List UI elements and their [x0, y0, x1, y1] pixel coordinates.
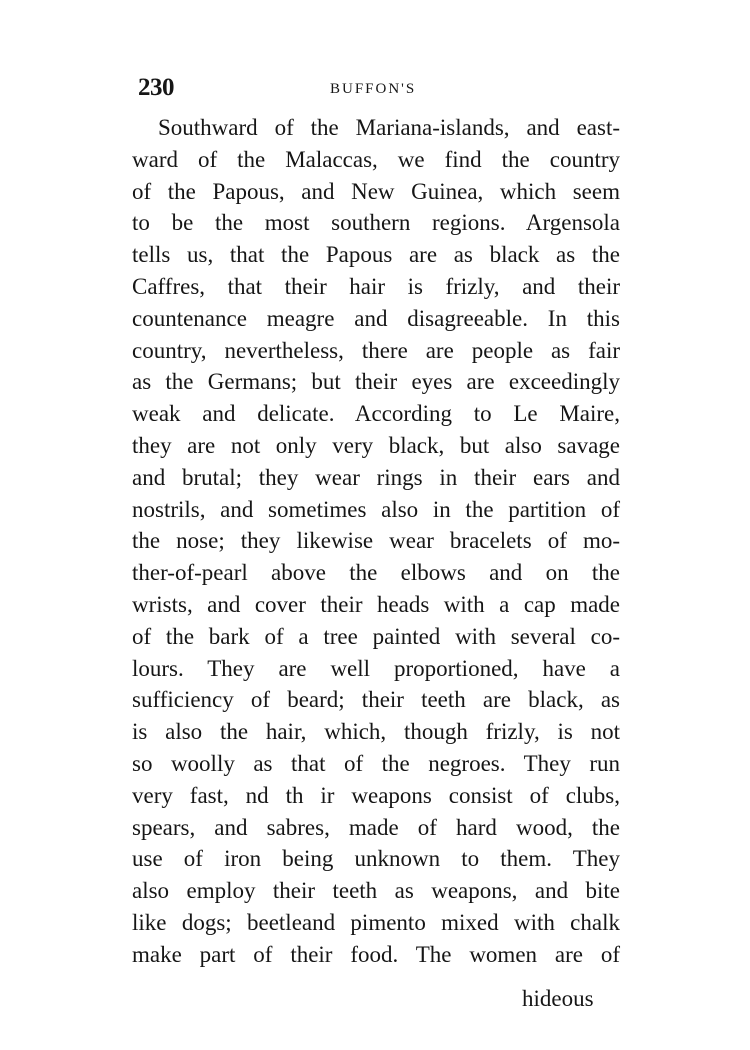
running-head: BUFFON'S	[330, 81, 417, 97]
text-line: ward of the Malaccas, we find the country	[132, 146, 620, 172]
text-line: of the Papous, and New Guinea, which seem	[132, 178, 620, 204]
text-line: nostrils, and sometimes also in the partition of	[132, 496, 620, 522]
text-line: Caffres, that their hair is frizly, and their	[132, 273, 620, 299]
catchword: hideous	[522, 986, 594, 1011]
page-header	[138, 74, 618, 104]
text-line: of the bark of a tree painted with several co-	[132, 623, 620, 649]
text-line: use of iron being unknown to them. They	[132, 846, 620, 872]
text-line: Southward of the Mariana-islands, and east-	[158, 115, 620, 140]
text-line: country, nevertheless, there are people as fair	[132, 337, 620, 363]
text-line: countenance meagre and disagreeable. In this	[132, 305, 620, 331]
text-line: to be the most southern regions. Argensola	[132, 210, 620, 236]
text-line: sufficiency of beard; their teeth are black, as	[132, 687, 620, 713]
text-line: wrists, and cover their heads with a cap made	[132, 591, 620, 617]
text-line: very fast, nd th ir weapons consist of clubs,	[132, 782, 620, 808]
text-line: as the Germans; but their eyes are exceedingly	[132, 369, 620, 395]
text-line: tells us, that the Papous are as black as the	[132, 242, 620, 268]
text-line: the nose; they likewise wear bracelets of mo-	[132, 528, 620, 554]
text-line: weak and delicate. According to Le Maire,	[132, 401, 620, 427]
text-line: ther-of-pearl above the elbows and on the	[132, 560, 620, 586]
text-line: they are not only very black, but also savage	[132, 432, 620, 458]
text-line: and brutal; they wear rings in their ears and	[132, 464, 620, 490]
page-number: 230	[138, 74, 174, 101]
text-line: also employ their teeth as weapons, and bite	[132, 878, 620, 904]
text-line: is also the hair, which, though frizly, is not	[132, 719, 620, 745]
text-line: so woolly as that of the negroes. They run	[132, 750, 620, 776]
text-line: lours. They are well proportioned, have a	[132, 655, 620, 681]
text-line: make part of their food. The women are of	[132, 941, 620, 967]
body-text	[132, 112, 620, 971]
text-line: like dogs; beetleand pimento mixed with chalk	[132, 909, 620, 935]
text-line: spears, and sabres, made of hard wood, the	[132, 814, 620, 840]
